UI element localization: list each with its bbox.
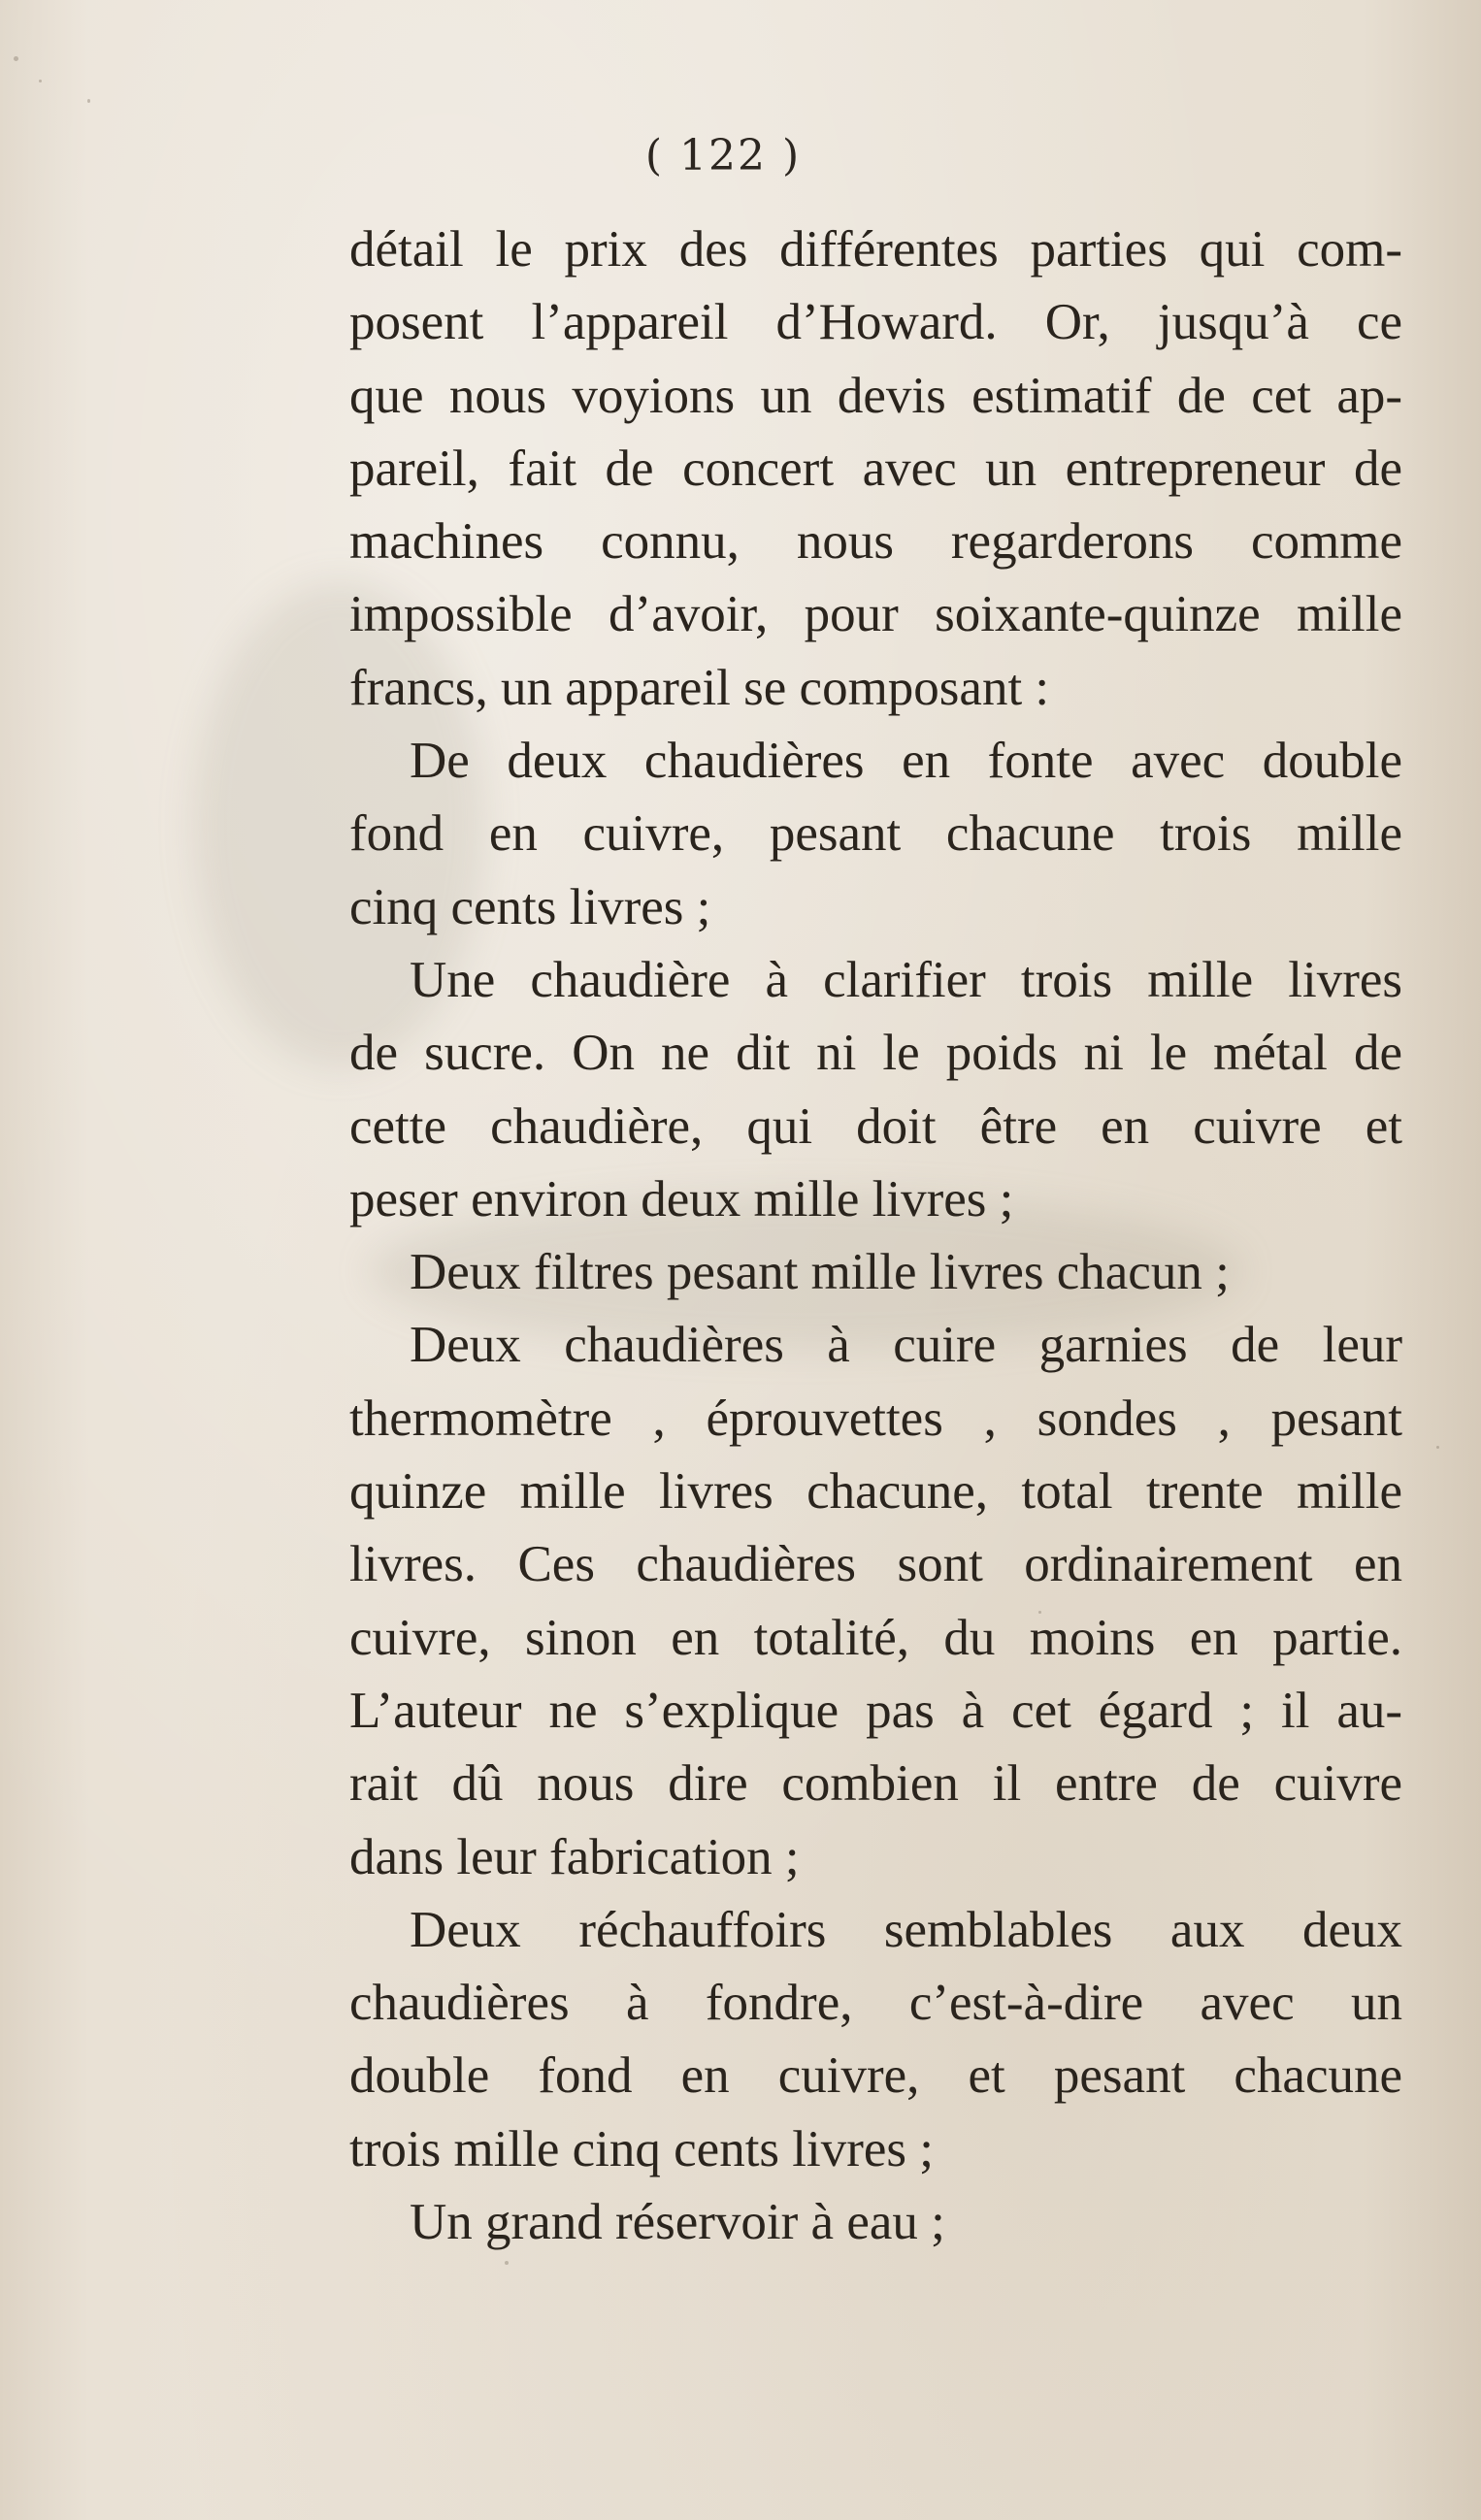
- text-line: Deux chaudières à cuire garnies de leur: [410, 1317, 1402, 1374]
- text-line: fond en cuivre, pesant chacune trois mille: [349, 805, 1402, 863]
- text-line: cinq cents livres ;: [349, 878, 711, 935]
- text-line: pareil, fait de concert avec un entrepreneur de: [349, 440, 1402, 497]
- text-line: posent l’appareil d’Howard. Or, jusqu’à ce: [349, 294, 1402, 351]
- text-line: quinze mille livres chacune, total trente mille: [349, 1463, 1402, 1521]
- text-line: livres. Ces chaudières sont ordinairement en: [349, 1536, 1402, 1593]
- paper-speck: [87, 99, 90, 103]
- text-line: rait dû nous dire combien il entre de cuivre: [349, 1755, 1402, 1813]
- text-line: cette chaudière, qui doit être en cuivre et: [349, 1097, 1402, 1155]
- paper-speck: [1436, 1446, 1439, 1449]
- text-line: cuivre, sinon en totalité, du moins en partie.: [349, 1609, 1402, 1666]
- text-line: Deux réchauffoirs semblables aux deux: [410, 1901, 1402, 1958]
- text-line: de sucre. On ne dit ni le poids ni le métal de: [349, 1025, 1402, 1082]
- text-line: chaudières à fondre, c’est-à-dire avec un: [349, 1975, 1402, 2032]
- body-text: [349, 213, 1402, 2259]
- paper-speck: [505, 2261, 509, 2265]
- text-line: Un grand réservoir à eau ;: [410, 2194, 945, 2251]
- text-line: trois mille cinq cents livres ;: [349, 2120, 935, 2177]
- text-line: L’auteur ne s’explique pas à cet égard ; il au-: [349, 1682, 1402, 1739]
- text-line: De deux chaudières en fonte avec double: [410, 733, 1402, 790]
- text-line: que nous voyions un devis estimatif de cet ap-: [349, 367, 1402, 424]
- paper-speck: [39, 80, 42, 82]
- text-line: double fond en cuivre, et pesant chacune: [349, 2047, 1402, 2105]
- text-line: impossible d’avoir, pour soixante-quinze mille: [349, 586, 1402, 643]
- text-line: peser environ deux mille livres ;: [349, 1170, 1014, 1227]
- text-line: dans leur fabrication ;: [349, 1828, 800, 1885]
- text-line: francs, un appareil se composant :: [349, 659, 1050, 716]
- text-line: Deux filtres pesant mille livres chacun ;: [410, 1244, 1230, 1301]
- text-line: thermomètre , éprouvettes , sondes , pesant: [349, 1390, 1402, 1447]
- text-line: Une chaudière à clarifier trois mille livres: [410, 951, 1402, 1008]
- text-line: machines connu, nous regarderons comme: [349, 513, 1402, 571]
- paper-speck: [14, 56, 18, 61]
- page-number: ( 122 ): [644, 131, 802, 180]
- text-line: détail le prix des différentes parties qui com-: [349, 221, 1402, 278]
